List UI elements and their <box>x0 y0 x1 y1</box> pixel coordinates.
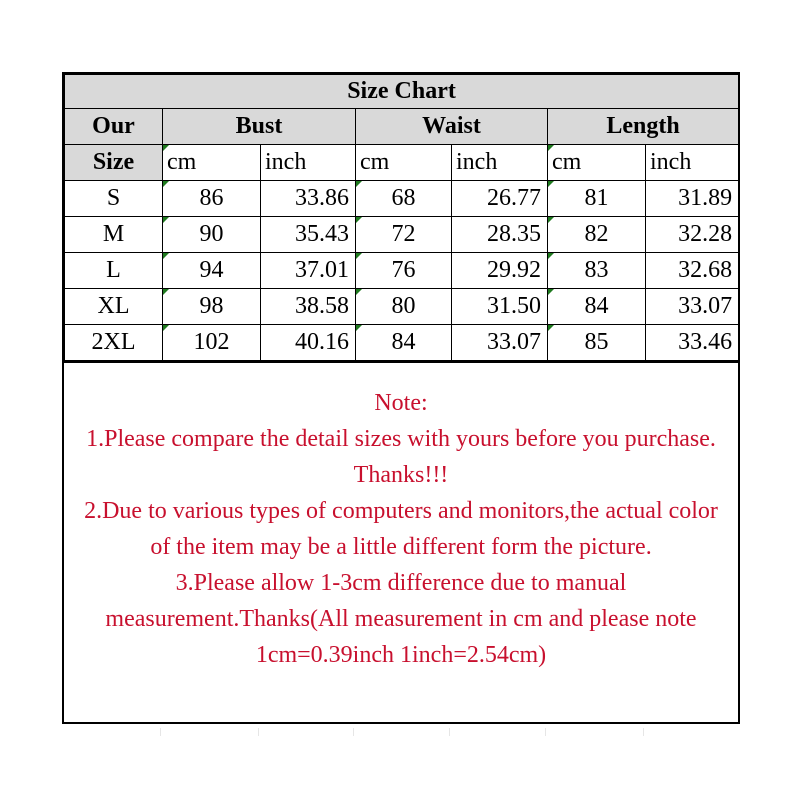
size-chart <box>62 72 740 724</box>
header-bust: Bust <box>163 109 356 145</box>
header-size: Size <box>65 145 163 181</box>
size-label: S <box>65 181 163 217</box>
length-inch-cell: 33.46 <box>646 325 739 361</box>
table-row <box>65 181 739 217</box>
waist-inch-cell: 33.07 <box>452 325 548 361</box>
note-item-1: 1.Please compare the detail sizes with yours before you purchase. Thanks!!! <box>86 426 716 488</box>
title-row <box>65 75 739 109</box>
unit-waist-inch: inch <box>452 145 548 181</box>
bust-cm-cell: 98 <box>163 289 261 325</box>
size-label: L <box>65 253 163 289</box>
bust-cm-cell: 102 <box>163 325 261 361</box>
note-section <box>64 361 738 722</box>
waist-cm-cell: 80 <box>356 289 452 325</box>
bust-inch-cell: 33.86 <box>261 181 356 217</box>
bust-inch-cell: 35.43 <box>261 217 356 253</box>
length-cm-cell: 85 <box>548 325 646 361</box>
length-cm-cell: 81 <box>548 181 646 217</box>
note-heading: Note: <box>374 390 428 416</box>
unit-length-cm: cm <box>548 145 646 181</box>
length-cm-cell: 82 <box>548 217 646 253</box>
unit-length-inch: inch <box>646 145 739 181</box>
waist-cm-cell: 84 <box>356 325 452 361</box>
unit-bust-inch: inch <box>261 145 356 181</box>
size-table <box>64 74 739 361</box>
bust-inch-cell: 37.01 <box>261 253 356 289</box>
unit-waist-cm: cm <box>356 145 452 181</box>
length-cm-cell: 83 <box>548 253 646 289</box>
waist-cm-cell: 68 <box>356 181 452 217</box>
table-row <box>65 217 739 253</box>
size-label: M <box>65 217 163 253</box>
bust-cm-cell: 86 <box>163 181 261 217</box>
waist-inch-cell: 28.35 <box>452 217 548 253</box>
table-row <box>65 289 739 325</box>
length-cm-cell: 84 <box>548 289 646 325</box>
header-length: Length <box>548 109 739 145</box>
size-label: 2XL <box>65 325 163 361</box>
length-inch-cell: 31.89 <box>646 181 739 217</box>
waist-cm-cell: 76 <box>356 253 452 289</box>
length-inch-cell: 32.28 <box>646 217 739 253</box>
bust-inch-cell: 38.58 <box>261 289 356 325</box>
length-inch-cell: 33.07 <box>646 289 739 325</box>
waist-inch-cell: 26.77 <box>452 181 548 217</box>
unit-bust-cm: cm <box>163 145 261 181</box>
table-row <box>65 325 739 361</box>
waist-inch-cell: 29.92 <box>452 253 548 289</box>
length-inch-cell: 32.68 <box>646 253 739 289</box>
header-row-units <box>65 145 739 181</box>
header-waist: Waist <box>356 109 548 145</box>
note-item-2: 2.Due to various types of computers and monitors,the actual color of the item may be a little different form the picture. <box>84 498 718 560</box>
waist-inch-cell: 31.50 <box>452 289 548 325</box>
bust-cm-cell: 90 <box>163 217 261 253</box>
table-row <box>65 253 739 289</box>
bust-inch-cell: 40.16 <box>261 325 356 361</box>
chart-title: Size Chart <box>65 75 739 109</box>
bust-cm-cell: 94 <box>163 253 261 289</box>
waist-cm-cell: 72 <box>356 217 452 253</box>
note-item-3: 3.Please allow 1-3cm difference due to manual measurement.Thanks(All measurement in cm and please note 1cm=0.39inch 1inch=2.54cm) <box>105 570 697 668</box>
size-label: XL <box>65 289 163 325</box>
header-row-groups <box>65 109 739 145</box>
header-our: Our <box>65 109 163 145</box>
